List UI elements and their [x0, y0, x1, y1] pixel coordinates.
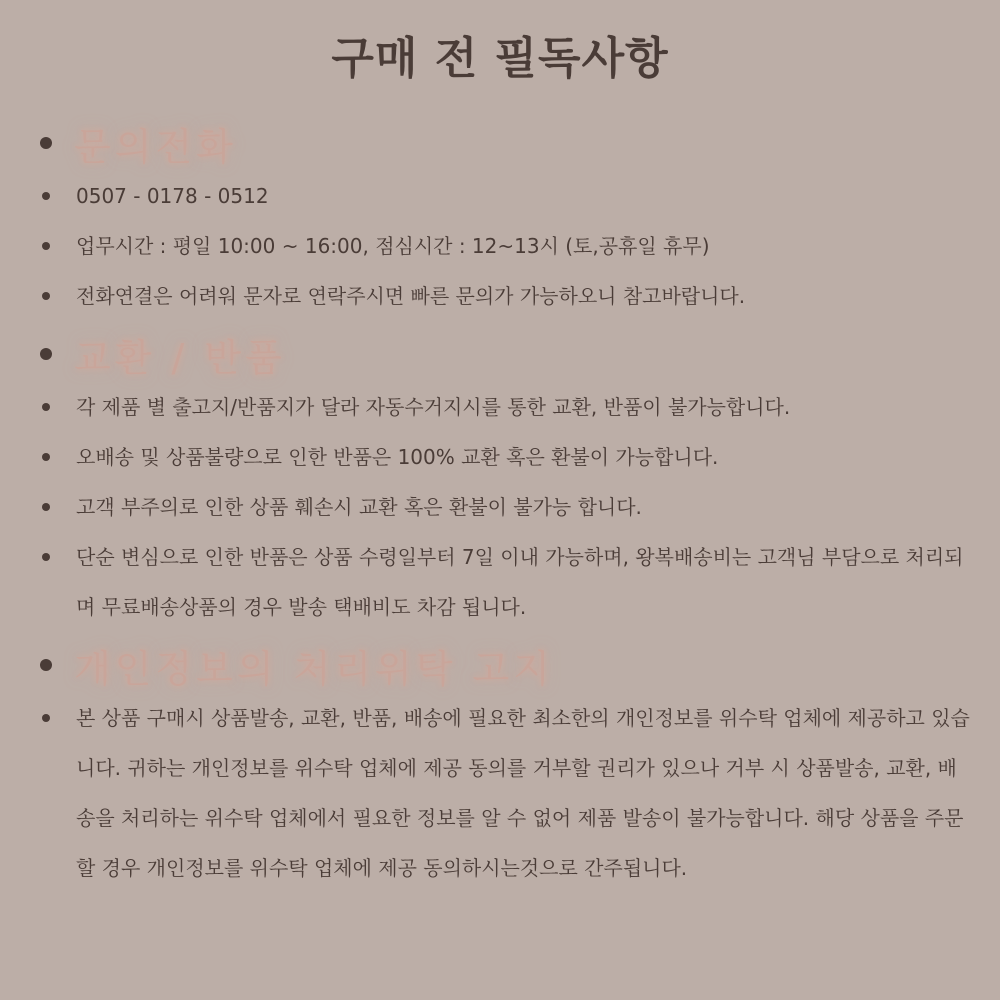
bullet-icon	[42, 192, 50, 200]
list-item-text: 오배송 및 상품불량으로 인한 반품은 100% 교환 혹은 환불이 가능합니다.	[76, 445, 719, 469]
list-item	[36, 171, 976, 221]
bullet-icon	[42, 453, 50, 461]
list-item-text: 전화연결은 어려워 문자로 연락주시면 빠른 문의가 가능하오니 참고바랍니다.	[76, 284, 746, 308]
bullet-icon	[42, 242, 50, 250]
section-exchange-return	[36, 326, 976, 632]
section-heading-text: 문의전화	[74, 124, 237, 169]
section-heading	[36, 115, 976, 171]
list-item-text: 0507 - 0178 - 0512	[76, 184, 269, 208]
bullet-icon	[42, 553, 50, 561]
list-item	[36, 693, 976, 893]
section-heading-text: 개인정보의 처리위탁 고지	[74, 646, 554, 691]
bullet-icon	[42, 503, 50, 511]
section-heading	[36, 326, 976, 382]
page-title: 구매 전 필독사항	[331, 33, 669, 84]
bullet-icon	[42, 292, 50, 300]
list-item-text: 고객 부주의로 인한 상품 훼손시 교환 혹은 환불이 불가능 합니다.	[76, 495, 642, 519]
list-item-text: 단순 변심으로 인한 반품은 상품 수령일부터 7일 이내 가능하며, 왕복배송비는 고객님 부담으로 처리되며 무료배송상품의 경우 발송 택배비도 차감 됩니다.	[76, 545, 964, 619]
list-item	[36, 221, 976, 271]
bullet-icon	[40, 659, 52, 671]
list-item	[36, 532, 976, 632]
section-list	[36, 171, 976, 321]
section-contact	[36, 115, 976, 321]
list-item	[36, 271, 976, 321]
section-heading	[36, 637, 976, 693]
section-list	[36, 382, 976, 632]
bullet-icon	[40, 348, 52, 360]
bullet-icon	[40, 137, 52, 149]
list-item-text: 각 제품 별 출고지/반품지가 달라 자동수거지시를 통한 교환, 반품이 불가능합니다.	[76, 395, 791, 419]
bullet-icon	[42, 403, 50, 411]
section-list	[36, 693, 976, 893]
section-privacy-notice	[36, 637, 976, 893]
list-item	[36, 482, 976, 532]
list-item	[36, 432, 976, 482]
section-heading-text: 교환 / 반품	[74, 335, 286, 380]
list-item-text: 본 상품 구매시 상품발송, 교환, 반품, 배송에 필요한 최소한의 개인정보를 위수탁 업체에 제공하고 있습니다. 귀하는 개인정보를 위수탁 업체에 제공 동의를 거부할 권리가 있으나 거부 시 상품발송, 교환, 배송을 처리하는 위수탁 업체에서 필요한 정보를 알 수 없어 제품 발송이 불가능합니다. 해당 상품을 주문할 경우 개인정보를 위수탁 업체에 제공 동의하시는것으로 간주됩니다.	[76, 706, 970, 880]
list-item-text: 업무시간 : 평일 10:00 ~ 16:00, 점심시간 : 12~13시 (토,공휴일 휴무)	[76, 234, 710, 258]
list-item	[36, 382, 976, 432]
bullet-icon	[42, 714, 50, 722]
